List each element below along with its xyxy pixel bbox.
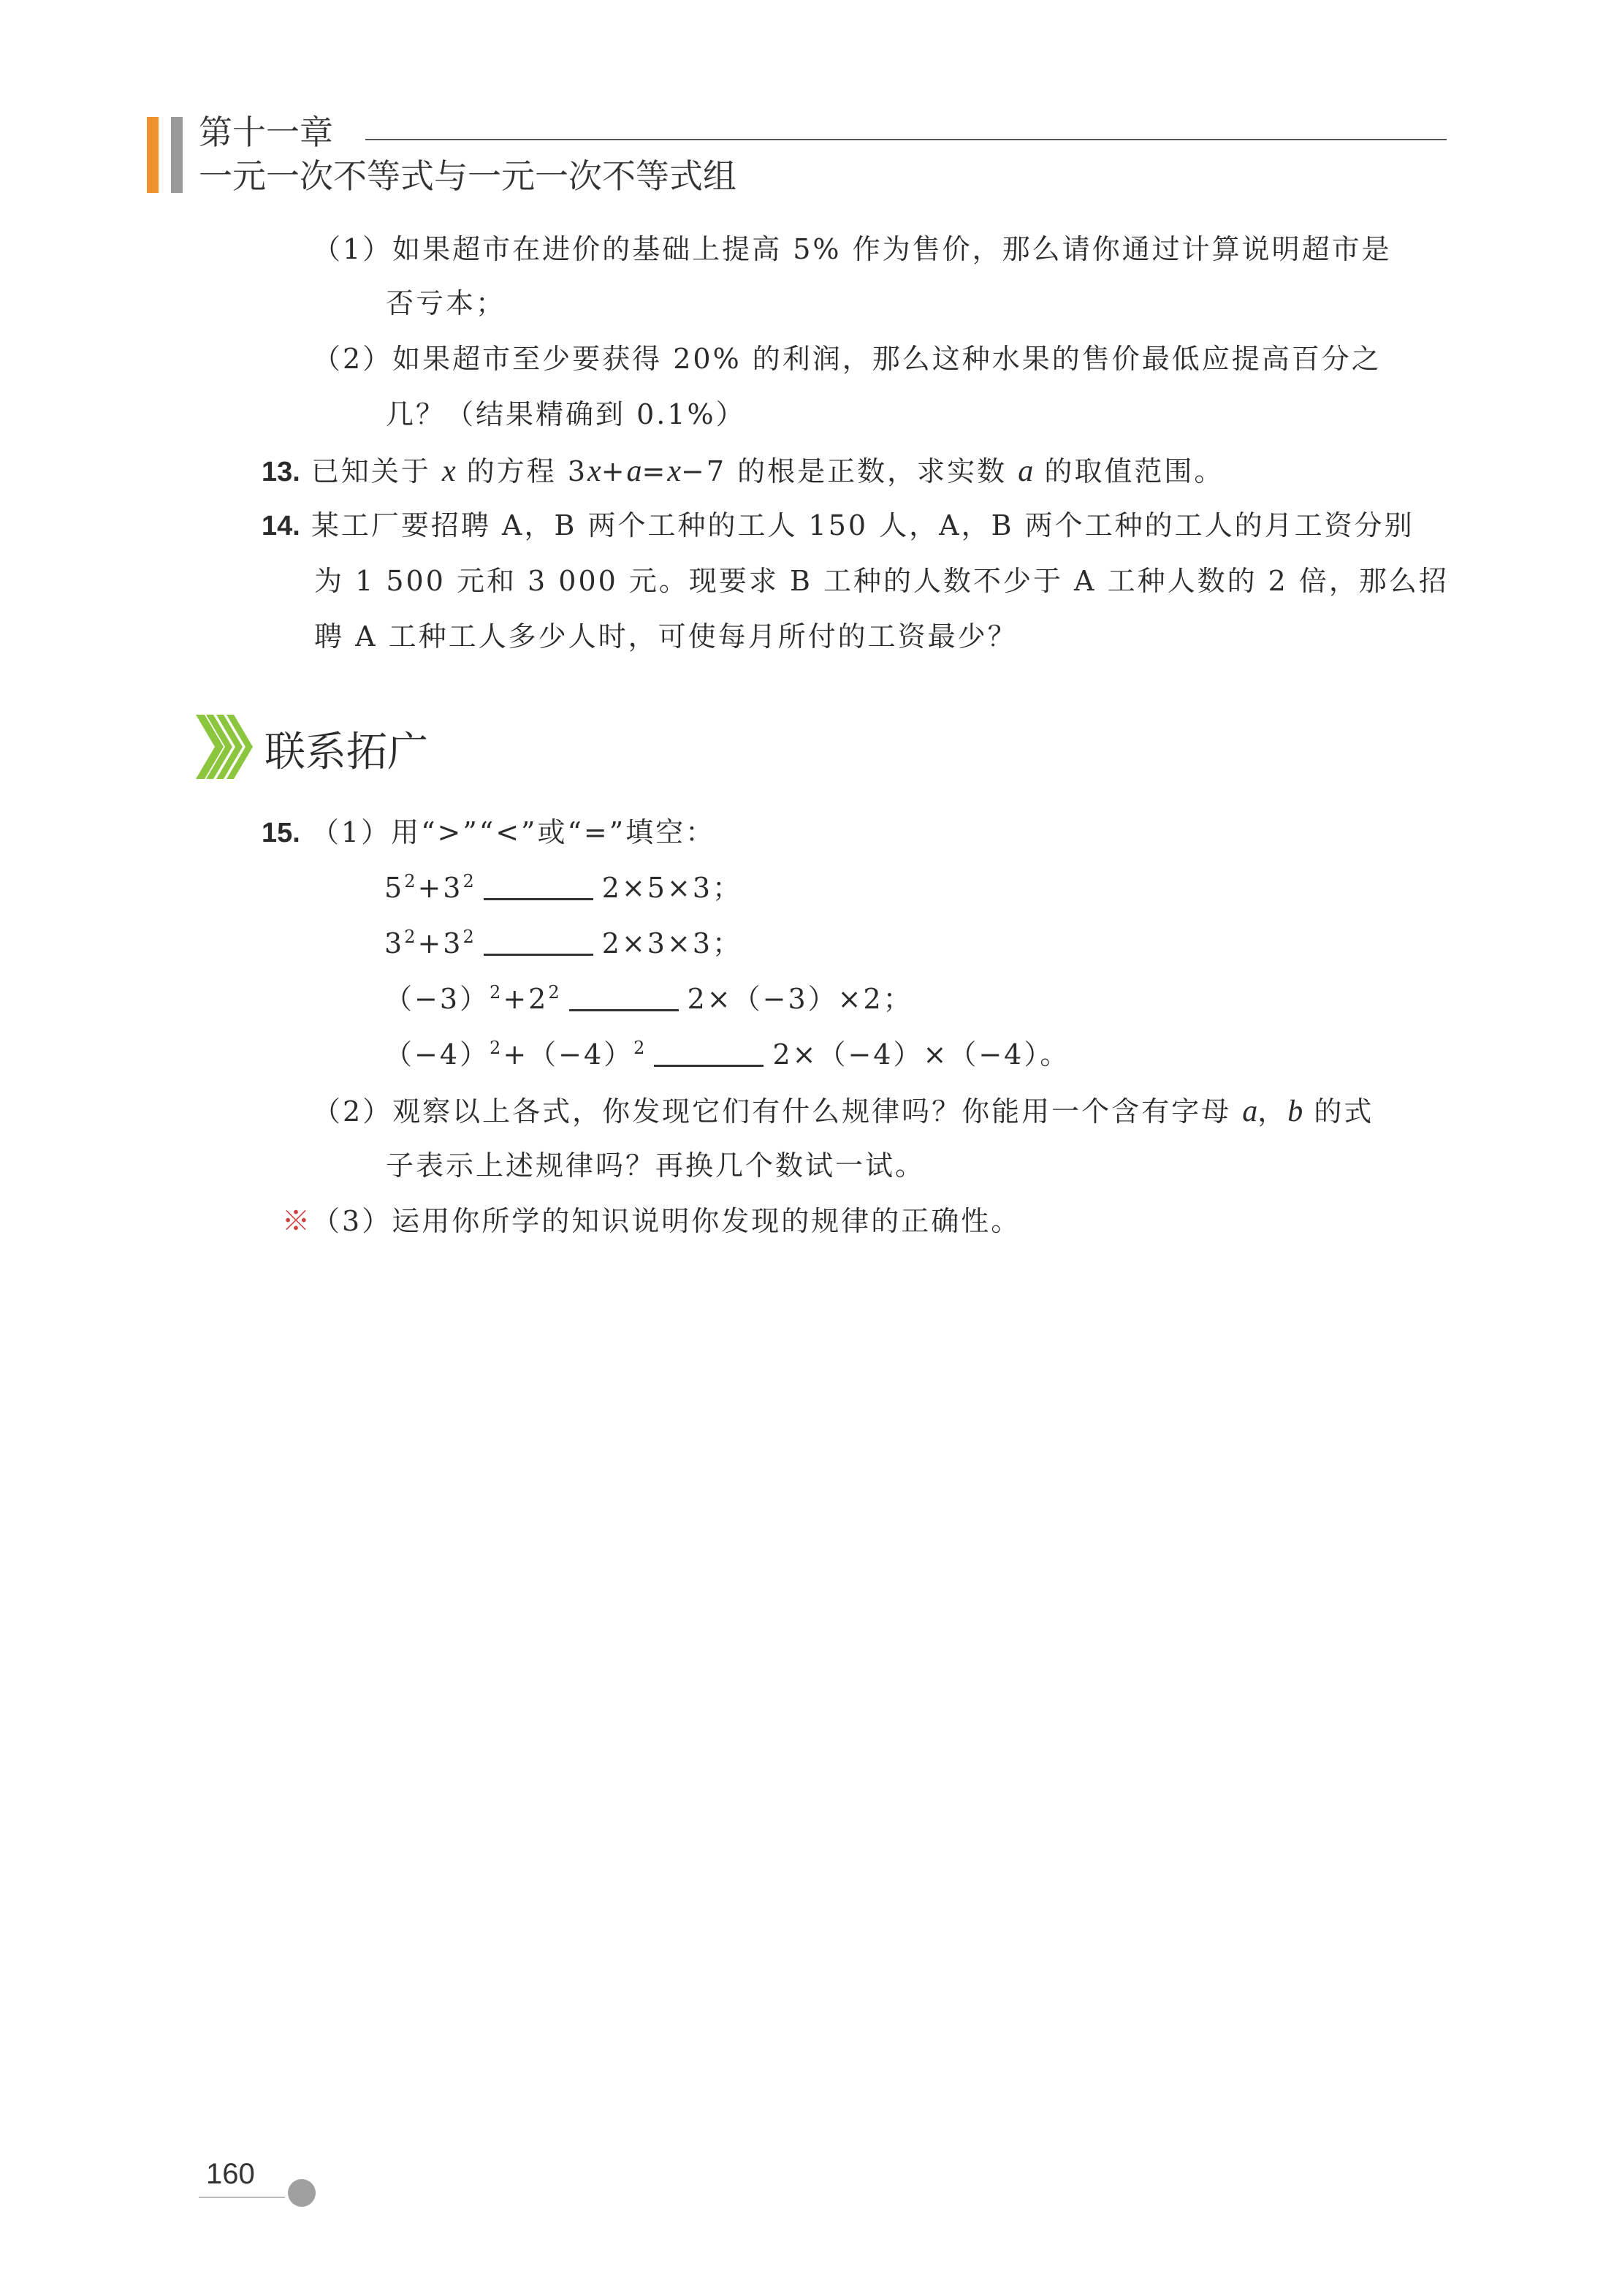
var-a: a — [626, 455, 642, 488]
problem-14-number: 14. — [262, 511, 300, 541]
eq-text: +（−4） — [503, 1038, 634, 1071]
footer-dot — [288, 2179, 316, 2207]
eq-text: 2×3×3； — [601, 927, 742, 959]
equation-4 — [384, 1038, 1070, 1071]
equation-1 — [384, 871, 742, 904]
chapter-title: 第十一章 — [199, 113, 333, 152]
eq-exponent: 2 — [633, 1038, 647, 1058]
eq-text: +3 — [417, 927, 463, 959]
section-title: 联系拓广 — [264, 729, 428, 776]
header-accent-bar-gray — [171, 117, 183, 193]
problem-13-text: 已知关于 — [311, 455, 431, 487]
eq-text: 5 — [384, 872, 405, 904]
problem-15-part-1 — [262, 818, 715, 847]
problem-15-part-2-text: 的式 — [1314, 1095, 1374, 1128]
problem-15-part-2-text: （2）观察以上各式，你发现它们有什么规律吗？你能用一个含有字母 — [313, 1095, 1232, 1128]
answer-blank[interactable] — [484, 932, 593, 956]
problem-13-number: 13. — [262, 457, 300, 487]
var-b: b — [1287, 1095, 1303, 1128]
answer-blank[interactable] — [484, 876, 593, 900]
eq-exponent: 2 — [462, 927, 476, 947]
answer-blank[interactable] — [654, 1043, 764, 1067]
footer-rule — [199, 2197, 285, 2198]
eq-text: （−3） — [384, 983, 490, 1015]
eq-text: +2 — [503, 983, 549, 1015]
problem-12-part-1-line-2: 否亏本； — [386, 287, 506, 319]
var-x: x — [667, 455, 682, 488]
var-x: x — [587, 455, 601, 488]
problem-15-part-3 — [282, 1207, 1021, 1235]
eq-text: 3 — [384, 927, 405, 959]
problem-13-text: −7 的根是正数，求实数 — [681, 455, 1008, 487]
eq-exponent: 2 — [404, 927, 418, 947]
equation-2 — [384, 927, 742, 959]
problem-15-part-1-text: （1）用“>”“<”或“=”填空： — [311, 816, 716, 848]
page-number: 160 — [206, 2158, 255, 2190]
problem-13-text: + — [601, 455, 627, 487]
eq-exponent: 2 — [462, 871, 476, 892]
eq-exponent: 2 — [404, 871, 418, 892]
equation-3 — [384, 982, 913, 1015]
problem-13 — [262, 456, 1224, 487]
problem-14-text: 某工厂要招聘 A，B 两个工种的工人 150 人，A，B 两个工种的工人的月工资分别 — [311, 509, 1415, 541]
problem-13-text: 的取值范围。 — [1044, 455, 1225, 487]
var-x: x — [442, 455, 456, 488]
var-a: a — [1242, 1095, 1258, 1128]
problem-14-line-1 — [262, 509, 1415, 541]
eq-text: 2×（−3）×2； — [687, 983, 913, 1015]
problem-12-part-2-line-2: 几？（结果精确到 0.1%） — [386, 398, 746, 430]
problem-15-part-2-text: ， — [1257, 1095, 1288, 1128]
problem-15-part-2-line-1 — [313, 1096, 1374, 1127]
problem-15-part-2-line-2: 子表示上述规律吗？再换几个数试一试。 — [386, 1149, 926, 1182]
eq-exponent: 2 — [490, 1038, 503, 1058]
eq-exponent: 2 — [490, 982, 503, 1003]
problem-15-number: 15. — [262, 818, 300, 848]
problem-14-line-2: 为 1 500 元和 3 000 元。现要求 B 工种的人数不少于 A 工种人数的 2 倍，那么招 — [314, 565, 1449, 597]
eq-text: 2×（−4）×（−4）。 — [772, 1038, 1070, 1071]
eq-exponent: 2 — [548, 982, 562, 1003]
section-chevron-icon — [196, 715, 259, 779]
answer-blank[interactable] — [569, 987, 679, 1011]
header-accent-bar-orange — [147, 117, 159, 193]
optional-mark: ※ — [282, 1205, 313, 1237]
problem-13-text: 的方程 3 — [466, 455, 588, 487]
var-a: a — [1018, 455, 1034, 488]
problem-13-text: = — [641, 455, 668, 487]
problem-14-line-3: 聘 A 工种工人多少人时，可使每月所付的工资最少？ — [314, 620, 1018, 653]
eq-text: +3 — [417, 872, 463, 904]
problem-12-part-2-line-1: （2）如果超市至少要获得 20% 的利润，那么这种水果的售价最低应提高百分之 — [313, 343, 1382, 375]
header-rule — [365, 139, 1447, 140]
eq-text: 2×5×3； — [601, 872, 742, 904]
problem-15-part-3-text: （3）运用你所学的知识说明你发现的规律的正确性。 — [312, 1205, 1021, 1237]
eq-text: （−4） — [384, 1038, 490, 1071]
chapter-subtitle: 一元一次不等式与一元一次不等式组 — [199, 156, 736, 196]
problem-12-part-1-line-1: （1）如果超市在进价的基础上提高 5% 作为售价，那么请你通过计算说明超市是 — [313, 233, 1392, 265]
